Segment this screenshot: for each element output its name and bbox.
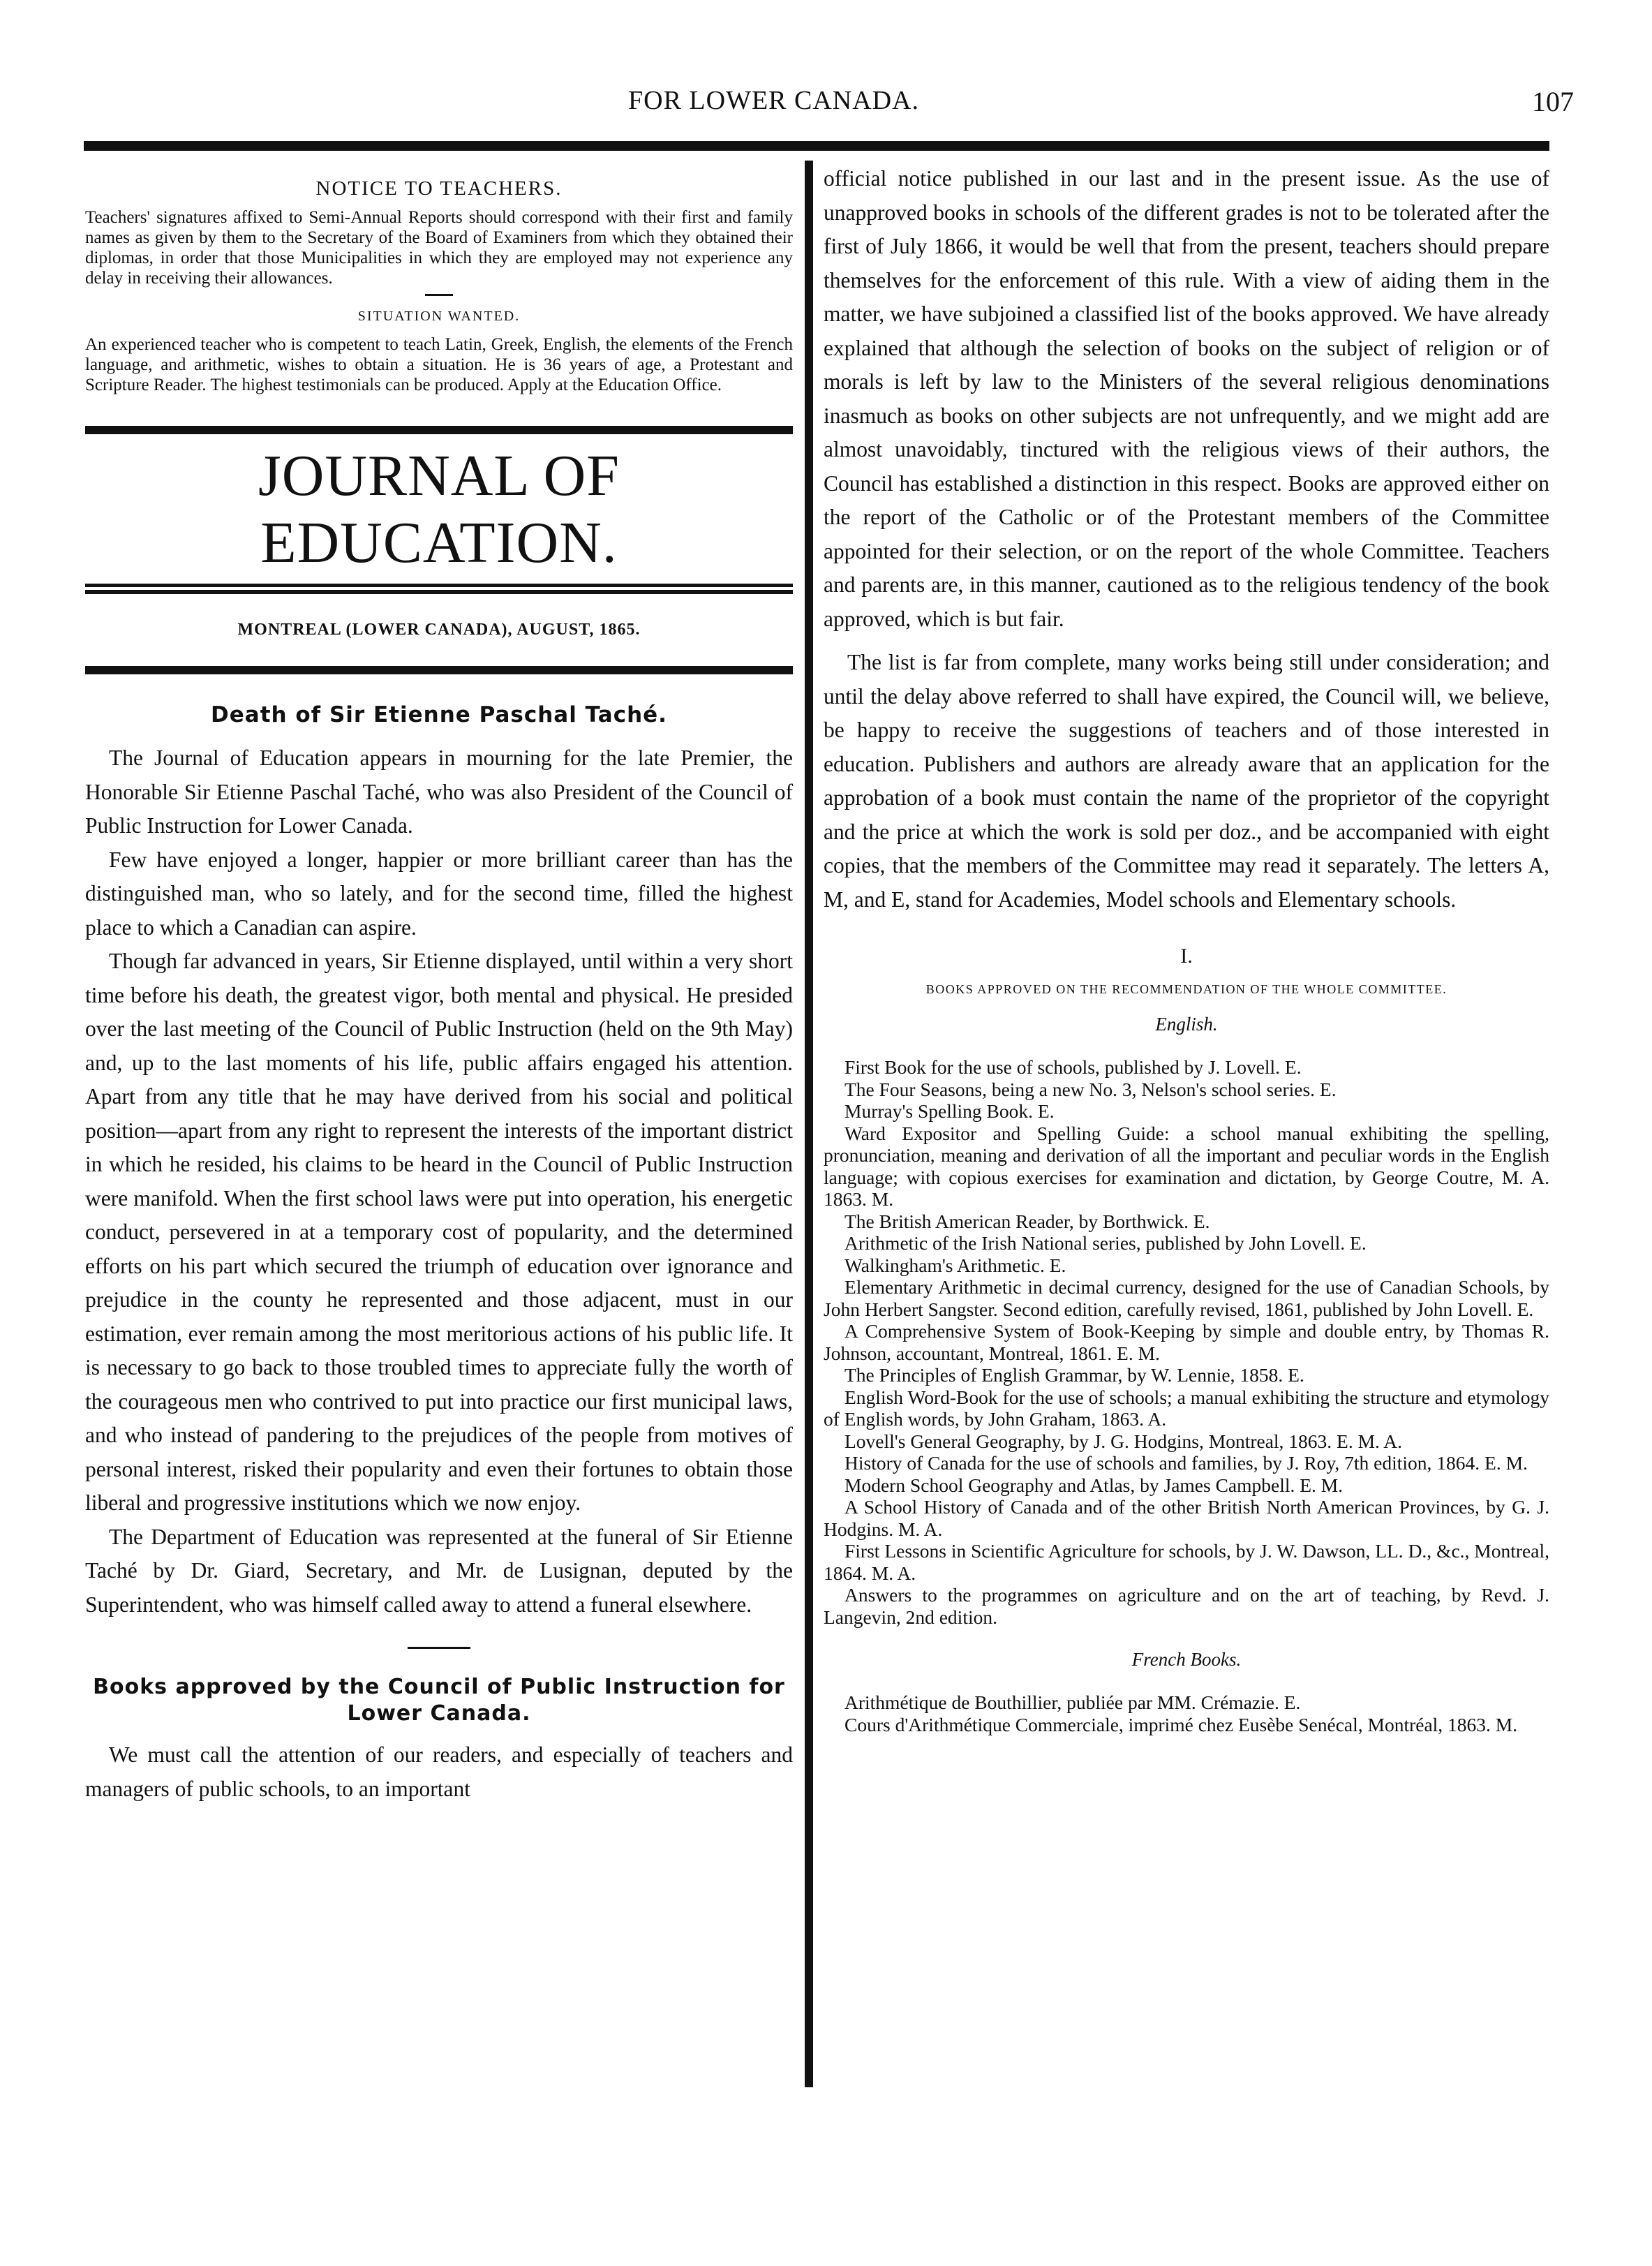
english-subheading: English. <box>1155 1014 1218 1035</box>
dateline: MONTREAL (LOWER CANADA), AUGUST, 1865. <box>237 621 641 639</box>
notice-text: Teachers' signatures affixed to Semi-Annual Reports should correspond with their first and family names as given by them to the Secretary of the Board of Examiners from which they obtained their diplomas, in order that those Municipalities in which they are employed may not experience any delay in receiving their allowances. <box>85 208 793 288</box>
list-item: The Principles of English Grammar, by W. Lennie, 1858. E. <box>844 1364 1304 1386</box>
column-divider <box>805 161 813 2087</box>
article-title-books: Books approved by the Council of Public Instruction for Lower Canada. <box>93 1675 785 1726</box>
list-item: The British American Reader, by Borthwick. E. <box>844 1210 1210 1232</box>
article-paragraph: Though far advanced in years, Sir Etienne displayed, until within a very short time before his death, the greatest vigor, both mental and physical. He presided over the last meeting of the Council of Public Instruction (held on the 9th May) and, up to the last moments of his life, public affairs engaged his attention. Apart from any title that he may have derived from his social and political position—apart from any right to represent the interests of the important district in which he resided, his claims to be heard in the Council of Public Instruction were manifold. When the first school laws were put into operation, his energetic conduct, persevered in at a temporary cost of popularity, and the determined efforts on his part which secured the triumph of education over ignorance and prejudice in the county he represented and those adjacent, must in our estimation, ever remain among the most meritorious actions of his public life. It is necessary to go back to those troubled times to appreciate fully the worth of the courageous men who contrived to put into practice our first municipal laws, and who instead of pandering to the prejudices of the people from motives of personal interest, risked their popularity and even their fortunes to obtain those liberal and progressive institutions which we now enjoy. <box>85 949 793 1515</box>
masthead-title: JOURNAL OF EDUCATION. <box>258 443 620 575</box>
french-book-list <box>824 1691 1549 1735</box>
list-item: A Comprehensive System of Book-Keeping by simple and double entry, by Thomas R. Johnson, accountant, Montreal, 1861. E. M. <box>824 1320 1549 1364</box>
list-item: Arithmétique de Bouthillier, publiée par MM. Crémazie. E. <box>844 1691 1301 1713</box>
top-rule <box>84 141 1549 151</box>
list-item: English Word-Book for the use of schools; a manual exhibiting the structure and etymology of English words, by John Graham, 1863. A. <box>824 1386 1549 1430</box>
section-heading: BOOKS APPROVED ON THE RECOMMENDATION OF THE WHOLE COMMITTEE. <box>925 982 1448 996</box>
list-item: Arithmetic of the Irish National series, published by John Lovell. E. <box>844 1232 1367 1254</box>
dateline-rule <box>85 666 793 674</box>
english-book-list <box>824 1056 1549 1628</box>
list-item: Walkingham's Arithmetic. E. <box>844 1254 1066 1276</box>
list-item: Modern School Geography and Atlas, by James Campbell. E. M. <box>844 1474 1344 1496</box>
article-paragraph: The Department of Education was represented at the funeral of Sir Etienne Taché by Dr. Giard, Secretary, and Mr. de Lusignan, deputed by the Superintendent, who was himself called away to attend a funeral elsewhere. <box>85 1524 793 1617</box>
article-paragraph: Few have enjoyed a longer, happier or more brilliant career than has the distinguished man, who so lately, and for the second time, filled the highest place to which a Canadian can aspire. <box>85 847 793 940</box>
masthead-rule-top <box>85 426 793 434</box>
list-item: Murray's Spelling Book. E. <box>844 1100 1055 1122</box>
article-paragraph: We must call the attention of our readers, and especially of teachers and managers of public schools, to an important <box>85 1742 793 1801</box>
section-numeral: I. <box>1180 945 1193 968</box>
article-divider <box>408 1647 470 1649</box>
situation-text: An experienced teacher who is competent to teach Latin, Greek, English, the elements of the French language, and arithmetic, wishes to obtain a situation. He is 36 years of age, a Protestant and Scripture Reader. The highest testimonials can be produced. Apply at the Education Office. <box>85 335 793 394</box>
article-paragraph: The Journal of Education appears in mourning for the late Premier, the Honorable Sir Etienne Paschal Taché, who was also President of the Council of Public Instruction for Lower Canada. <box>85 746 793 838</box>
notice-divider <box>425 294 453 296</box>
page-number: 107 <box>1532 86 1574 117</box>
article-paragraph: The list is far from complete, many works being still under consideration; and until the delay above referred to shall have expired, the Council will, we believe, be happy to receive the suggestions of teachers and of those interested in education. Publishers and authors are already aware that an application for the approbation of a book must contain the name of the proprietor of the copyright and the price at which the work is sold per doz., and be accompanied with eight copies, that the members of the Committee may read it separately. The letters A, M, and E, stand for Academies, Model schools and Elementary schools. <box>824 650 1549 912</box>
list-item: Cours d'Arithmétique Commerciale, imprimé chez Eusèbe Senécal, Montréal, 1863. M. <box>844 1713 1518 1735</box>
right-column <box>824 162 1549 1735</box>
list-item: A School History of Canada and of the other British North American Provinces, by G. J. Hodgins. M. A. <box>824 1496 1549 1540</box>
list-item: Answers to the programmes on agriculture and on the art of teaching, by Revd. J. Langevin, 2nd edition. <box>824 1584 1549 1628</box>
list-item: Elementary Arithmetic in decimal currency, designed for the use of Canadian Schools, by John Herbert Sangster. Second edition, carefully revised, 1861, published by John Lovell. E. <box>824 1276 1549 1320</box>
list-item: First Lessons in Scientific Agriculture for schools, by J. W. Dawson, LL. D., &c., Montreal, 1864. M. A. <box>824 1540 1549 1584</box>
masthead-rule-bottom <box>85 590 793 594</box>
masthead-rule-thin <box>85 584 793 587</box>
running-head: FOR LOWER CANADA. <box>628 86 920 115</box>
notice-title: NOTICE TO TEACHERS. <box>315 177 563 200</box>
list-item: Lovell's General Geography, by J. G. Hodgins, Montreal, 1863. E. M. A. <box>844 1430 1403 1452</box>
situation-title: SITUATION WANTED. <box>357 309 521 324</box>
list-item: Ward Expositor and Spelling Guide: a school manual exhibiting the spelling, pronunciation, meaning and derivation of all the important and peculiar words in the English language; with copious exercises for examination and dictation, by George Coutre, M. A. 1863. M. <box>824 1122 1549 1210</box>
left-column <box>85 162 793 1806</box>
list-item: The Four Seasons, being a new No. 3, Nelson's school series. E. <box>844 1078 1337 1100</box>
french-subheading: French Books. <box>1131 1649 1242 1670</box>
list-item: First Book for the use of schools, published by J. Lovell. E. <box>844 1056 1302 1078</box>
article-paragraph: official notice published in our last and in the present issue. As the use of unapproved books in schools of the different grades is not to be tolerated after the first of July 1866, it would be well that from the present, teachers should prepare themselves for the enforcement of this rule. With a view of aiding them in the matter, we have subjoined a classified list of the books approved. We have already explained that although the selection of books on the subject of religion or of morals is left by law to the Ministers of the several religious denominations inasmuch as books on other subjects are not unfrequently, and we might add are almost unavoidably, tinctured with the religious views of their authors, the Council has established a distinction in this respect. Books are approved either on the report of the Catholic or of the Protestant members of the Committee appointed for their selection, or on the report of the whole Committee. Teachers and parents are, in this manner, cautioned as to the religious tendency of the book approved, which is but fair. <box>824 166 1549 631</box>
article-title-tache: Death of Sir Etienne Paschal Taché. <box>211 702 667 727</box>
list-item: History of Canada for the use of schools and families, by J. Roy, 7th edition, 1864. E. M. <box>844 1452 1528 1474</box>
